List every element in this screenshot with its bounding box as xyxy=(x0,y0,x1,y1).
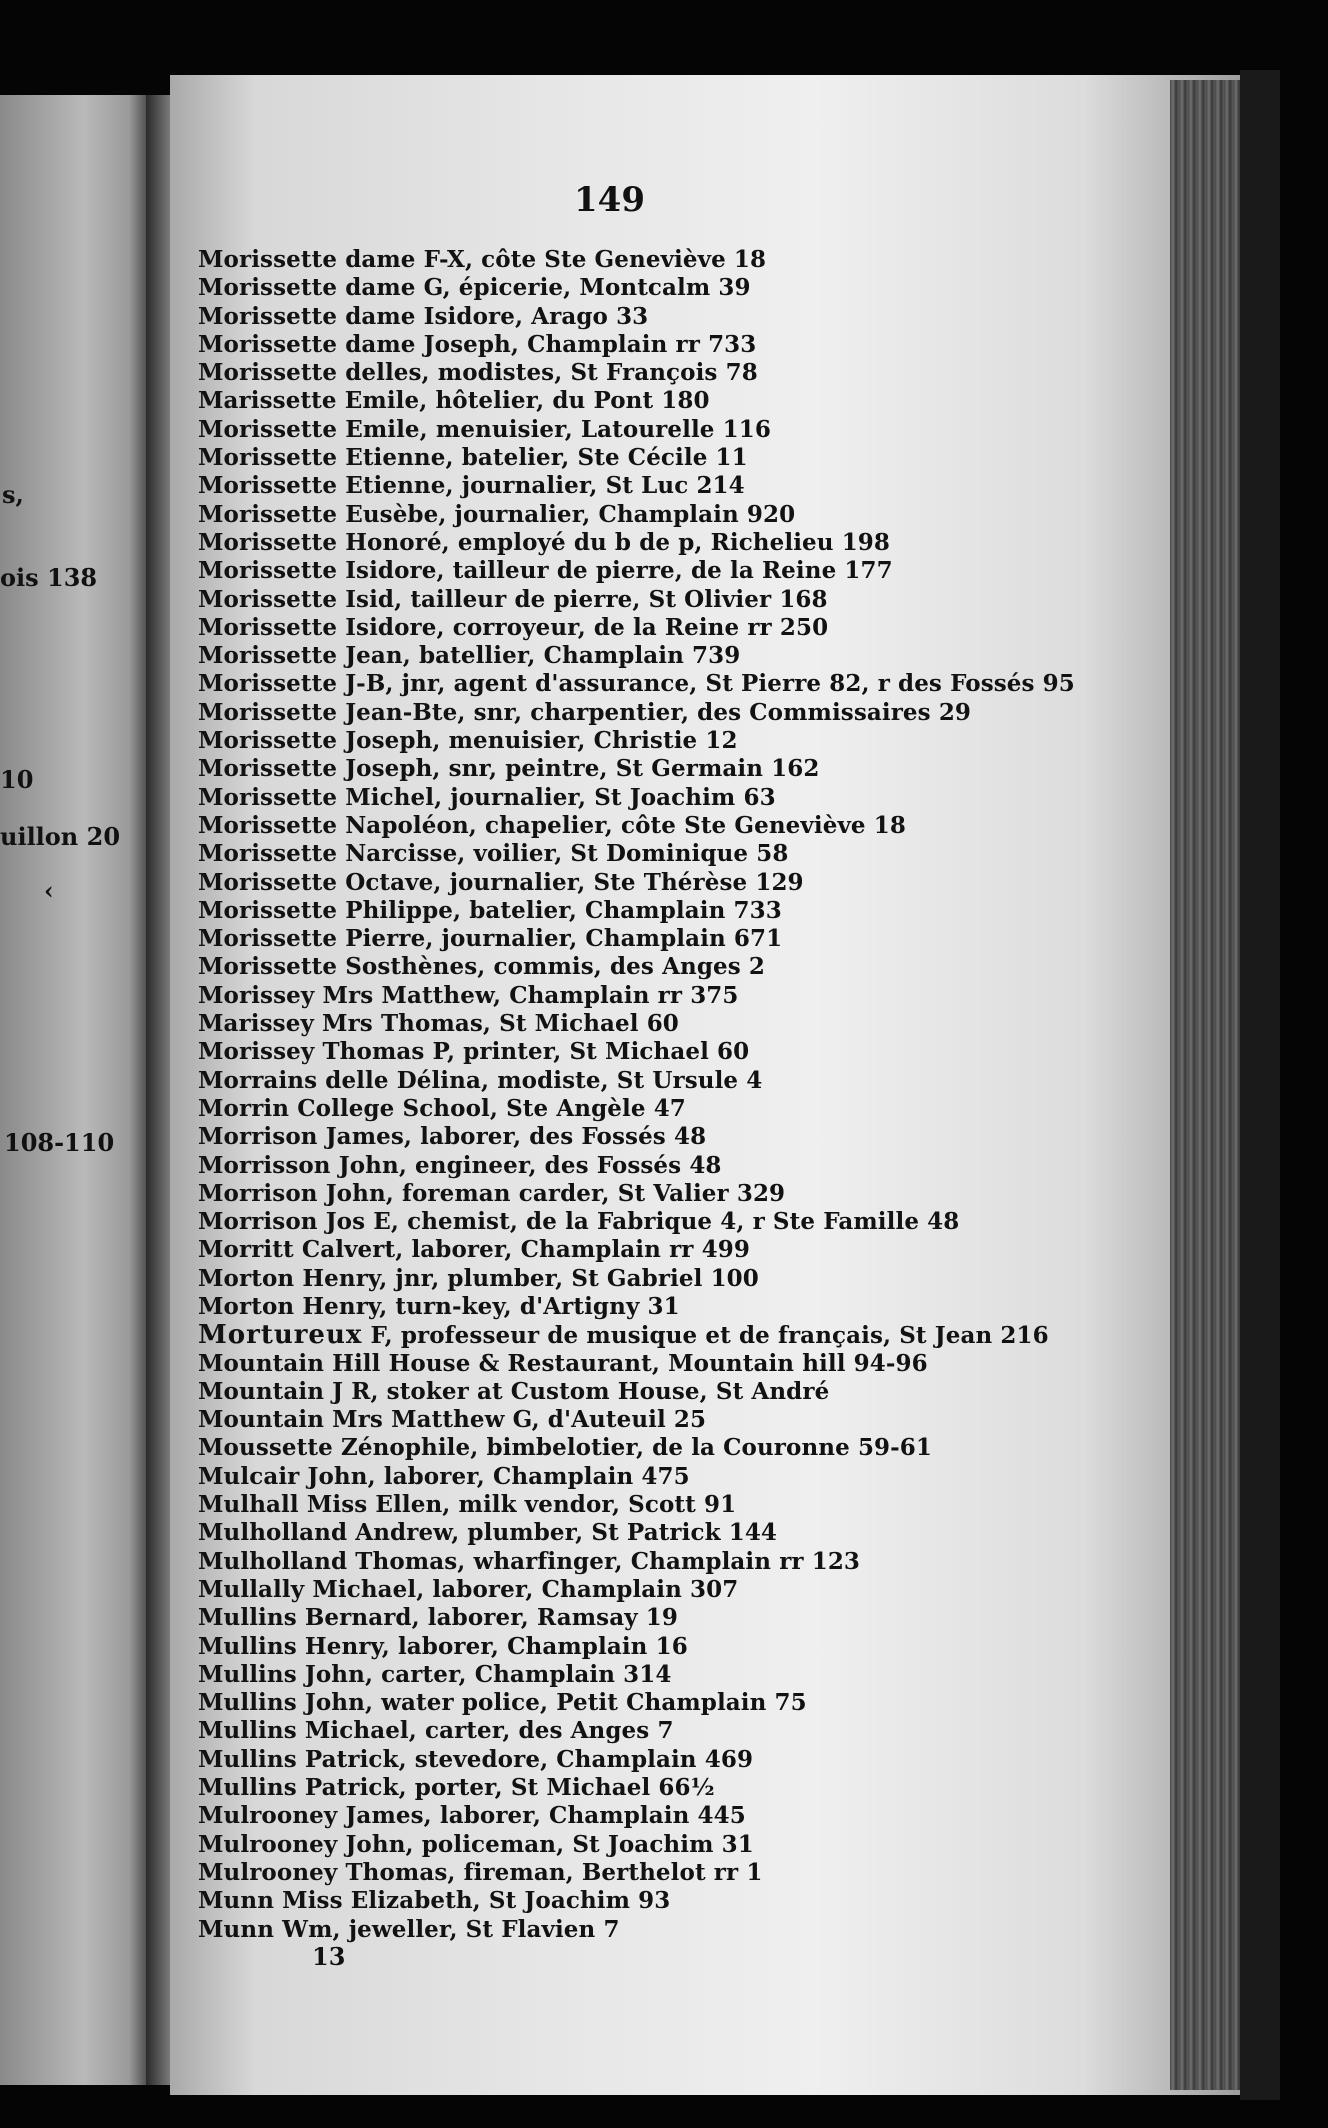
entry-surname: Mountain xyxy=(198,1377,325,1405)
entry-surname: Morissette xyxy=(198,246,338,273)
directory-entry xyxy=(198,1746,1178,1774)
signature-mark: 13 xyxy=(312,1942,346,1971)
entry-details: dame Isidore, Arago 33 xyxy=(345,302,649,330)
entry-details: James, laborer, des Fossés 48 xyxy=(325,1123,707,1151)
entry-surname: Morissette xyxy=(198,783,338,811)
page-number: 149 xyxy=(574,180,645,220)
entry-details: dame Joseph, Champlain rr 733 xyxy=(345,330,757,358)
entry-surname: Morrison xyxy=(198,1208,318,1236)
entry-details: Joseph, snr, peintre, St Germain 162 xyxy=(345,755,820,783)
entry-details: Zénophile, bimbelotier, de la Couronne 59-61 xyxy=(340,1434,933,1462)
entry-surname: Munn xyxy=(198,1887,275,1915)
directory-entry xyxy=(198,359,1178,387)
entry-surname: Morton xyxy=(198,1264,295,1292)
directory-entry xyxy=(198,246,1178,274)
entry-surname: Mulrooney xyxy=(198,1830,338,1858)
left-fragment: ois 138 xyxy=(0,563,98,592)
directory-entry xyxy=(198,1916,1178,1944)
directory-entry xyxy=(198,1236,1178,1264)
entry-details: J R, stoker at Custom House, St André xyxy=(332,1377,830,1405)
directory-entry xyxy=(198,1774,1178,1802)
directory-entry xyxy=(198,1548,1178,1576)
directory-entry xyxy=(198,303,1178,331)
directory-entry xyxy=(198,1010,1178,1038)
directory-entry xyxy=(198,1152,1178,1180)
entry-surname: Morrisson xyxy=(198,1151,331,1179)
directory-entry xyxy=(198,1717,1178,1745)
entry-details: Michel, journalier, St Joachim 63 xyxy=(345,783,776,811)
entry-surname: Morissette xyxy=(198,925,338,953)
entry-details: Calvert, laborer, Champlain rr 499 xyxy=(301,1236,750,1264)
directory-entry xyxy=(198,1434,1178,1462)
entry-details: Isid, tailleur de pierre, St Olivier 168 xyxy=(345,585,828,613)
entry-surname: Morissette xyxy=(198,359,338,387)
entry-surname: Morissey xyxy=(198,1038,315,1066)
entry-surname: Morissette xyxy=(198,302,338,330)
entry-details: dame G, épicerie, Montcalm 39 xyxy=(345,274,751,302)
entry-surname: Mullins xyxy=(198,1604,297,1632)
directory-entry xyxy=(198,1095,1178,1123)
entry-surname: Morissette xyxy=(198,557,338,585)
entry-details: dame F-X, côte Ste Geneviève 18 xyxy=(345,246,767,273)
entry-surname: Mullally xyxy=(198,1575,305,1603)
directory-entry xyxy=(198,1180,1178,1208)
directory-entry xyxy=(198,557,1178,585)
entry-details: Jos E, chemist, de la Fabrique 4, r Ste Famille 48 xyxy=(325,1208,960,1236)
directory-entries xyxy=(198,246,1178,1944)
entry-details: Jean-Bte, snr, charpentier, des Commissaires 29 xyxy=(345,698,972,726)
directory-entry xyxy=(198,755,1178,783)
directory-entry xyxy=(198,1378,1178,1406)
directory-entry xyxy=(198,387,1178,415)
directory-entry xyxy=(198,699,1178,727)
directory-entry xyxy=(198,869,1178,897)
directory-entry xyxy=(198,840,1178,868)
entry-surname: Morritt xyxy=(198,1236,294,1264)
entry-details: John, water police, Petit Champlain 75 xyxy=(304,1689,807,1717)
entry-details: John, laborer, Champlain 475 xyxy=(307,1462,690,1490)
entry-details: Miss Ellen, milk vendor, Scott 91 xyxy=(306,1491,737,1519)
entry-surname: Morissey xyxy=(198,981,315,1009)
directory-entry xyxy=(198,812,1178,840)
entry-surname: Mullins xyxy=(198,1774,297,1802)
entry-details: Emile, menuisier, Latourelle 116 xyxy=(345,415,771,443)
directory-entry xyxy=(198,1208,1178,1236)
entry-surname: Moussette xyxy=(198,1434,333,1462)
entry-details: Philippe, batelier, Champlain 733 xyxy=(345,896,782,924)
entry-surname: Morrison xyxy=(198,1123,318,1151)
directory-entry xyxy=(198,586,1178,614)
entry-details: Thomas, wharfinger, Champlain rr 123 xyxy=(355,1547,861,1575)
entry-surname: Morissette xyxy=(198,500,338,528)
entry-surname: Morissette xyxy=(198,868,338,896)
directory-entry xyxy=(198,1265,1178,1293)
entry-surname: Morissette xyxy=(198,896,338,924)
directory-entry xyxy=(198,727,1178,755)
entry-details: Isidore, tailleur de pierre, de la Reine 177 xyxy=(345,557,893,585)
right-border xyxy=(1240,70,1280,2100)
left-fragment: uillon 20 xyxy=(0,822,121,851)
entry-details: Michael, carter, des Anges 7 xyxy=(304,1717,674,1745)
directory-entry xyxy=(198,1831,1178,1859)
entry-surname: Mountain xyxy=(198,1349,325,1377)
entry-details: Sosthènes, commis, des Anges 2 xyxy=(345,953,766,981)
directory-entry xyxy=(198,1463,1178,1491)
entry-details: Etienne, batelier, Ste Cécile 11 xyxy=(345,444,748,472)
directory-entry xyxy=(198,1859,1178,1887)
entry-details: Emile, hôtelier, du Pont 180 xyxy=(344,387,710,415)
directory-entry xyxy=(198,1802,1178,1830)
entry-surname: Morrison xyxy=(198,1179,318,1207)
entry-details: Pierre, journalier, Champlain 671 xyxy=(345,925,783,953)
directory-entry xyxy=(198,416,1178,444)
directory-entry xyxy=(198,529,1178,557)
entry-details: John, policeman, St Joachim 31 xyxy=(345,1830,754,1858)
entry-surname: Morissette xyxy=(198,811,338,839)
directory-entry xyxy=(198,1491,1178,1519)
entry-surname: Mulholland xyxy=(198,1519,348,1547)
entry-details: delles, modistes, St François 78 xyxy=(345,359,758,387)
directory-entry xyxy=(198,1689,1178,1717)
entry-surname: Morissette xyxy=(198,415,338,443)
entry-surname: Morton xyxy=(198,1292,295,1320)
entry-details: Bernard, laborer, Ramsay 19 xyxy=(304,1604,678,1632)
entry-surname: Morissette xyxy=(198,698,338,726)
entry-surname: Mulholland xyxy=(198,1547,348,1575)
entry-details: Honoré, employé du b de p, Richelieu 198 xyxy=(345,528,891,556)
entry-details: Jean, batellier, Champlain 739 xyxy=(345,642,741,670)
entry-details: Eusèbe, journalier, Champlain 920 xyxy=(345,500,796,528)
entry-surname: Morissette xyxy=(198,642,338,670)
entry-surname: Morrains xyxy=(198,1066,318,1094)
entry-surname: Marissette xyxy=(198,387,337,415)
left-page-fragments xyxy=(0,0,150,2128)
directory-entry xyxy=(198,1576,1178,1604)
entry-surname: Mulrooney xyxy=(198,1802,338,1830)
entry-surname: Mullins xyxy=(198,1745,297,1773)
entry-surname: Morissette xyxy=(198,755,338,783)
entry-details: Etienne, journalier, St Luc 214 xyxy=(345,472,745,500)
left-fragment: ‹ xyxy=(44,876,54,905)
entry-surname: Mulrooney xyxy=(198,1858,338,1886)
directory-entry xyxy=(198,1038,1178,1066)
entry-details: Henry, turn-key, d'Artigny 31 xyxy=(302,1292,680,1320)
entry-surname: Morissette xyxy=(198,472,338,500)
directory-entry xyxy=(198,1406,1178,1434)
entry-details: Patrick, porter, St Michael 66½ xyxy=(304,1774,715,1802)
entry-details: Patrick, stevedore, Champlain 469 xyxy=(304,1745,754,1773)
entry-surname: Morissette xyxy=(198,444,338,472)
entry-details: Narcisse, voilier, St Dominique 58 xyxy=(345,840,789,868)
entry-surname: Mullins xyxy=(198,1689,297,1717)
entry-details: Andrew, plumber, St Patrick 144 xyxy=(355,1519,778,1547)
directory-entry xyxy=(198,1633,1178,1661)
directory-entry xyxy=(198,982,1178,1010)
entry-surname: Mullins xyxy=(198,1660,297,1688)
entry-details: delle Délina, modiste, St Ursule 4 xyxy=(325,1066,763,1094)
entry-surname: Morissette xyxy=(198,613,338,641)
entry-details: College School, Ste Angèle 47 xyxy=(297,1094,686,1122)
entry-details: Henry, laborer, Champlain 16 xyxy=(304,1632,688,1660)
entry-details: Thomas, fireman, Berthelot rr 1 xyxy=(345,1858,763,1886)
directory-entry xyxy=(198,501,1178,529)
directory-entry xyxy=(198,1661,1178,1689)
entry-details: John, foreman carder, St Valier 329 xyxy=(325,1179,786,1207)
entry-surname: Morissette xyxy=(198,840,338,868)
entry-details: John, engineer, des Fossés 48 xyxy=(338,1151,722,1179)
entry-surname: Mountain xyxy=(198,1406,325,1434)
directory-entry xyxy=(198,784,1178,812)
directory-entry xyxy=(198,925,1178,953)
directory-entry xyxy=(198,472,1178,500)
entry-surname: Mullins xyxy=(198,1632,297,1660)
entry-details: Napoléon, chapelier, côte Ste Geneviève 18 xyxy=(345,811,906,839)
directory-entry xyxy=(198,1321,1178,1349)
directory-entry xyxy=(198,1604,1178,1632)
directory-entry xyxy=(198,1519,1178,1547)
entry-surname: Marissey xyxy=(198,1010,314,1038)
entry-surname: Mortureux xyxy=(198,1320,363,1351)
entry-details: Mrs Thomas, St Michael 60 xyxy=(322,1010,679,1038)
entry-surname: Morissette xyxy=(198,670,338,698)
entry-surname: Munn xyxy=(198,1915,275,1943)
directory-entry xyxy=(198,274,1178,302)
entry-details: James, laborer, Champlain 445 xyxy=(345,1802,746,1830)
entry-surname: Mullins xyxy=(198,1717,297,1745)
directory-entry xyxy=(198,1350,1178,1378)
entry-details: John, carter, Champlain 314 xyxy=(304,1660,672,1688)
entry-details: J-B, jnr, agent d'assurance, St Pierre 82, r des Fossés 95 xyxy=(345,670,1075,698)
entry-details: Joseph, menuisier, Christie 12 xyxy=(345,727,738,755)
directory-entry xyxy=(198,614,1178,642)
directory-entry xyxy=(198,670,1178,698)
entry-details: Thomas P, printer, St Michael 60 xyxy=(322,1038,750,1066)
entry-details: Wm, jeweller, St Flavien 7 xyxy=(282,1915,620,1943)
directory-entry xyxy=(198,1887,1178,1915)
entry-surname: Morissette xyxy=(198,953,338,981)
directory-entry xyxy=(198,1293,1178,1321)
directory-entry xyxy=(198,953,1178,981)
left-fragment: 10 xyxy=(0,765,34,794)
entry-surname: Morissette xyxy=(198,330,338,358)
entry-details: Mrs Matthew, Champlain rr 375 xyxy=(322,981,739,1009)
entry-details: Miss Elizabeth, St Joachim 93 xyxy=(282,1887,671,1915)
stacked-page-edges xyxy=(1170,80,1250,2090)
entry-details: Mrs Matthew G, d'Auteuil 25 xyxy=(332,1406,707,1434)
entry-surname: Morissette xyxy=(198,585,338,613)
entry-surname: Morissette xyxy=(198,274,338,302)
directory-entry xyxy=(198,642,1178,670)
entry-surname: Mulhall xyxy=(198,1491,299,1519)
entry-surname: Morissette xyxy=(198,727,338,755)
entry-surname: Morrin xyxy=(198,1094,290,1122)
directory-entry xyxy=(198,1067,1178,1095)
entry-surname: Mulcair xyxy=(198,1462,300,1490)
left-fragment: 108-110 xyxy=(4,1128,115,1157)
entry-details: Isidore, corroyeur, de la Reine rr 250 xyxy=(345,613,829,641)
directory-entry xyxy=(198,897,1178,925)
entry-details: F, professeur de musique et de français, St Jean 216 xyxy=(370,1322,1049,1350)
directory-entry xyxy=(198,444,1178,472)
left-fragment: s, xyxy=(2,480,24,509)
entry-details: Octave, journalier, Ste Thérèse 129 xyxy=(345,868,804,896)
entry-surname: Morissette xyxy=(198,528,338,556)
directory-entry xyxy=(198,1123,1178,1151)
entry-details: Henry, jnr, plumber, St Gabriel 100 xyxy=(302,1264,759,1292)
entry-details: Michael, laborer, Champlain 307 xyxy=(312,1575,739,1603)
entry-details: Hill House & Restaurant, Mountain hill 94-96 xyxy=(332,1349,928,1377)
directory-entry xyxy=(198,331,1178,359)
